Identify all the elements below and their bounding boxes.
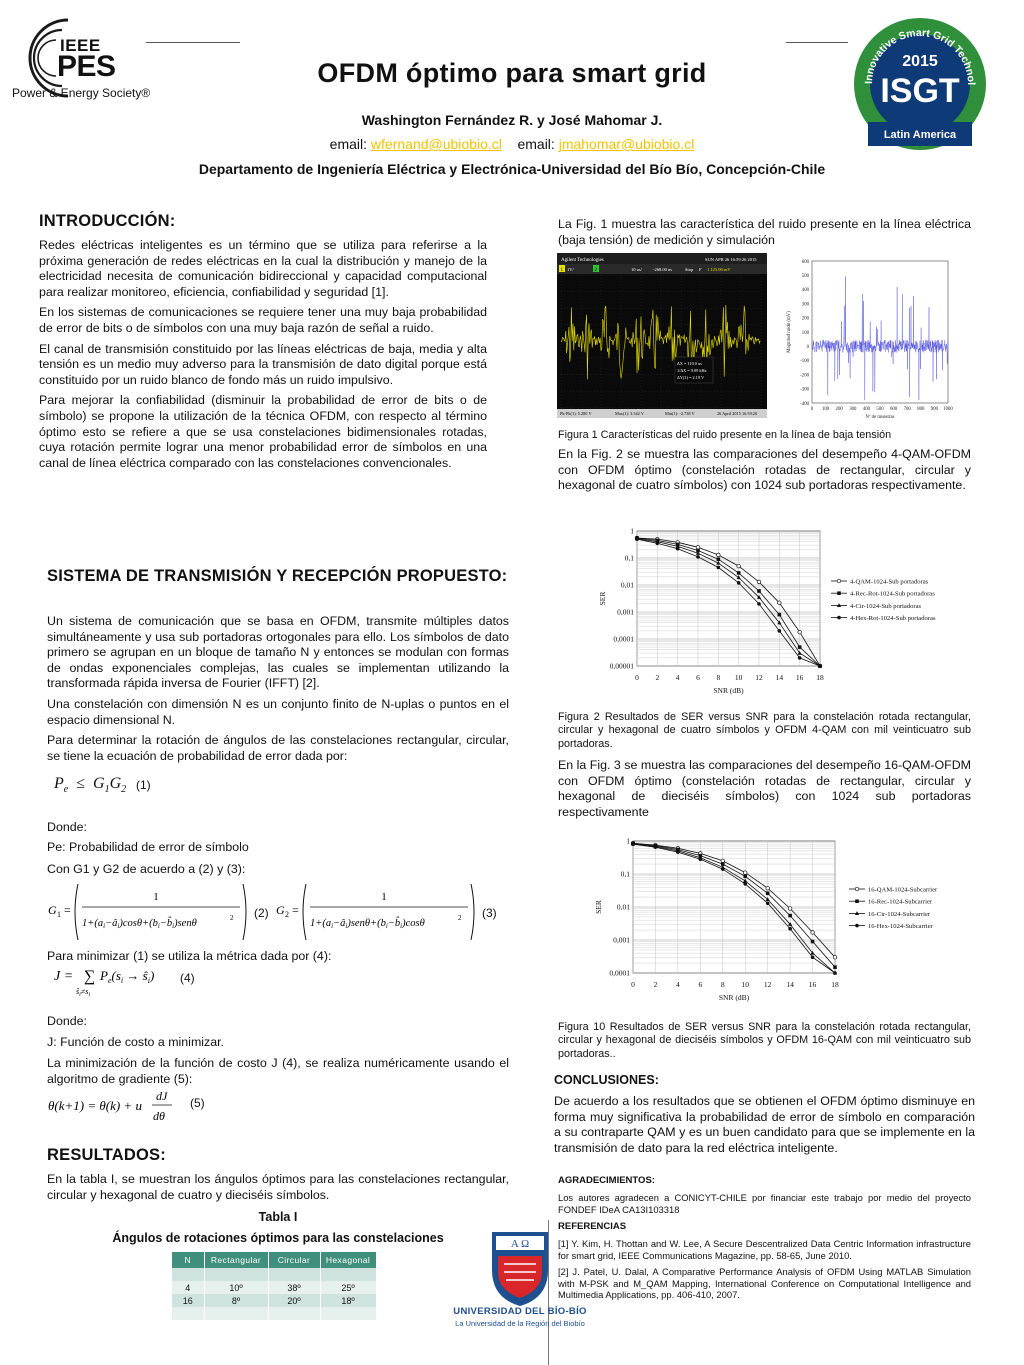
equation-5 bbox=[48, 1086, 188, 1126]
results-p1: En la tabla I, se muestran los ángulos óptimos para las constelaciones rectangular, circular y hexagonal de cuatro y dieciséis símbolos. bbox=[47, 1172, 509, 1202]
x-tick-label: 700 bbox=[903, 407, 911, 412]
ser-data-point bbox=[766, 892, 770, 896]
pe-definition: Pe: Probabilidad de error de símbolo bbox=[47, 840, 249, 854]
ser-data-point bbox=[811, 955, 815, 959]
scope-readout-3: ΔY(1) = 2.19 V bbox=[677, 375, 705, 380]
ser-chart-16-svg bbox=[585, 833, 945, 1009]
isgt-arc-label: Innovative Smart Grid Technol bbox=[862, 26, 978, 86]
ser-data-point bbox=[743, 871, 747, 875]
scope-brand: Agilent Technologies bbox=[561, 258, 604, 263]
ubb-shield-icon bbox=[440, 1228, 600, 1308]
ser-data-point bbox=[743, 882, 747, 886]
intro-p4: Para mejorar la confiabilidad (disminuir la probabilidad de error de bits o de símbolo) se propone la utilización de la técnica OFDM, con respecto al término óptimo esto se refiere a que se usa constelaciones bidimensionales rotadas, cuya rotación permite lograr una menor probabilidad error de símbolos en una canal de línea eléctrica comparado con las constelaciones convencionales. bbox=[39, 393, 487, 470]
x-tick-label: 18 bbox=[831, 980, 839, 989]
equation-1: $P_e \le G_1G_2$ bbox=[54, 775, 127, 796]
x-axis-label: SNR (dB) bbox=[713, 686, 744, 695]
intro-p1: Redes eléctricas inteligentes es un término que se utiliza para referirse a la próxima generación de redes eléctricas en la cual la distribución y manejo de la electricidad necesita de comunicación bidireccional y capacidad computacional para realizar monitoreo, eficiencia, confiabilidad y seguridad [1]. bbox=[39, 238, 487, 299]
x-tick-label: 4 bbox=[676, 980, 680, 989]
ser-data-point bbox=[717, 553, 721, 557]
table-header-circ: Circular bbox=[268, 1252, 320, 1268]
scope-mode: Stop bbox=[685, 267, 694, 272]
x-tick-label: 0 bbox=[631, 980, 635, 989]
equation-3-graphic-icon bbox=[276, 880, 476, 944]
ser-data-point bbox=[757, 589, 761, 593]
ser-data-point bbox=[737, 564, 741, 568]
table-cell: 8º bbox=[204, 1294, 268, 1307]
equation-4-graphic-icon bbox=[54, 962, 174, 1002]
legend-marker bbox=[837, 591, 841, 595]
oscilloscope-screenshot bbox=[557, 253, 767, 418]
ser-data-point bbox=[676, 850, 680, 854]
y-tick-label: -100 bbox=[800, 359, 809, 365]
y-tick-label: 0,0001 bbox=[609, 968, 630, 978]
ser-data-point bbox=[717, 557, 721, 561]
x-tick-label: 12 bbox=[755, 673, 763, 682]
noise-chart bbox=[772, 253, 972, 421]
x-tick-label: 900 bbox=[930, 407, 939, 412]
ser-data-point bbox=[766, 901, 770, 905]
isgt-badge-icon bbox=[850, 14, 990, 154]
ubb-name: UNIVERSIDAD DEL BÍO-BÍO bbox=[453, 1306, 587, 1317]
svg-text:1: 1 bbox=[57, 910, 61, 919]
svg-text:ŝi≠si: $ŝ_i\ne s_i$ bbox=[76, 987, 90, 998]
y-tick-label: -300 bbox=[800, 387, 809, 393]
intro-heading: INTRODUCCIÓN: bbox=[39, 212, 176, 230]
svg-text:1: 1 bbox=[153, 891, 159, 903]
ser-data-point bbox=[699, 857, 703, 861]
ser-data-point bbox=[811, 931, 815, 935]
legend-label: 4-Hex-Rot-1024-Sub portadoras bbox=[850, 615, 936, 622]
x-tick-label: 12 bbox=[763, 980, 772, 989]
legend-label: 16-Cir-1024-Subcarrier bbox=[868, 910, 931, 918]
table-label: Tabla I bbox=[258, 1210, 298, 1224]
y-axis-label: SER bbox=[594, 900, 603, 914]
x-tick-label: 18 bbox=[816, 673, 824, 682]
table-header-n: N bbox=[172, 1252, 204, 1268]
conclusions-heading: CONCLUSIONES: bbox=[554, 1073, 659, 1087]
table-cell: 16 bbox=[172, 1294, 204, 1307]
ser-data-point bbox=[721, 859, 725, 863]
equation-1-number: (1) bbox=[136, 778, 151, 792]
svg-text:2: 2 bbox=[458, 914, 462, 922]
ubb-tagline: La Universidad de la Región del Biobío bbox=[455, 1319, 585, 1328]
email-label-1: email: bbox=[329, 136, 368, 152]
x-tick-label: 16 bbox=[795, 673, 804, 682]
x-tick-label: 600 bbox=[889, 407, 898, 412]
ser-data-point bbox=[833, 971, 837, 975]
x-axis-label: SNR (dB) bbox=[718, 993, 750, 1002]
ser-data-point bbox=[818, 664, 822, 668]
ser-data-point bbox=[721, 867, 725, 871]
ser-data-point bbox=[788, 927, 792, 931]
y-tick-label: 0,01 bbox=[620, 580, 634, 590]
svg-text:J =: J = bbox=[54, 969, 74, 984]
svg-text:=: = bbox=[292, 903, 299, 917]
svg-text:=: = bbox=[64, 903, 71, 917]
scope-timebase: 10 us/ bbox=[631, 267, 642, 272]
isgt-year: 2015 bbox=[902, 53, 938, 70]
x-tick-label: 100 bbox=[821, 407, 830, 412]
pes-label: PES bbox=[57, 50, 116, 83]
email-label-2: email: bbox=[517, 136, 555, 152]
y-tick-label: 0,1 bbox=[620, 869, 630, 879]
ser-data-point bbox=[737, 581, 741, 585]
donde-label-1: Donde: bbox=[47, 820, 87, 834]
x-tick-label: 10 bbox=[741, 980, 749, 989]
ser-data-point bbox=[676, 547, 680, 551]
x-tick-label: 300 bbox=[849, 407, 857, 412]
department: Departamento de Ingeniería Eléctrica y Electrónica-Universidad del Bío Bío, Concepción-Chile bbox=[198, 161, 826, 177]
x-tick-label: 0 bbox=[635, 673, 639, 682]
ser-data-point bbox=[635, 537, 639, 541]
svg-text:1+(ai−âi)senθ+(bi−b̂i)cosθ: 1+(ai−âi)senθ+(bi−b̂i)cosθ bbox=[310, 918, 425, 930]
ser-data-point bbox=[798, 630, 802, 634]
ref-1: [1] Y. Kim, H. Thottan and W. Lee, A Secure Descentralized Data Centric Information infrastructure for smart grid, IEEE Communications Magazine, pp. 58-65, June 2010. bbox=[558, 1238, 971, 1261]
table-header-rect: Rectangular bbox=[204, 1252, 268, 1268]
x-tick-label: 1000 bbox=[943, 407, 953, 412]
intro-body bbox=[39, 238, 487, 471]
svg-text:2: 2 bbox=[230, 914, 234, 922]
legend-label: 16-QAM-1024-Subcarrier bbox=[868, 886, 938, 894]
x-tick-label: 200 bbox=[835, 407, 843, 412]
fig1-caption: Figura 1 Características del ruido presente en la línea de baja tensión bbox=[558, 429, 892, 441]
intro-p2: En los sistemas de comunicaciones se requiere tener una muy baja probabilidad de error de bits o de símbolos con una muy baja razón de señal a ruido. bbox=[39, 305, 487, 335]
ser-data-point bbox=[798, 656, 802, 660]
table-row bbox=[172, 1294, 376, 1307]
table-header-hex: Hexagonal bbox=[320, 1252, 376, 1268]
isgt-name: ISGT bbox=[880, 72, 960, 110]
x-tick-label: 6 bbox=[696, 673, 700, 682]
fig2-intro: En la Fig. 2 se muestra las comparaciones del desempeño 4-QAM-OFDM con OFDM óptimo (constelación rotadas de rectangular, circular y hexagonal de cuatro símbolos) con 1024 sub portadoras respectivamente. bbox=[558, 447, 971, 493]
table-title: Ángulos de rotaciones óptimos para las constelaciones bbox=[112, 1231, 444, 1245]
y-tick-label: 0,01 bbox=[616, 902, 630, 912]
y-tick-label: 0,0001 bbox=[613, 634, 634, 644]
svg-text:G: G bbox=[48, 903, 57, 917]
legend-marker bbox=[855, 899, 859, 903]
y-tick-label: 1 bbox=[630, 526, 634, 536]
x-tick-label: 14 bbox=[775, 673, 784, 682]
legend-marker bbox=[855, 924, 859, 928]
scope-offset: -268.00 ns bbox=[653, 267, 672, 272]
ser-data-point bbox=[757, 580, 761, 584]
ser-data-point bbox=[798, 645, 802, 649]
x-tick-label: 6 bbox=[698, 980, 703, 989]
ser-chart-16 bbox=[585, 833, 945, 1009]
ser-data-point bbox=[788, 907, 792, 911]
y-tick-label: 0,00001 bbox=[609, 661, 634, 671]
j-definition: J: Función de costo a minimizar. bbox=[47, 1035, 224, 1049]
table-cell: 18º bbox=[320, 1294, 376, 1307]
x-tick-label: 14 bbox=[786, 980, 794, 989]
intro-p3: El canal de transmisión constituido por las líneas eléctricas de baja, media y alta tensión es un medio muy adverso para la transmisión de dato digital porque está constituido por un ruido blanco de fondo más un ruido impulsivo. bbox=[39, 341, 487, 387]
y-tick-label: 600 bbox=[801, 259, 809, 265]
scope-meas-2: Max(1): 3.542 V bbox=[615, 411, 644, 416]
x-tick-label: 8 bbox=[716, 673, 721, 682]
ser-data-point bbox=[811, 940, 815, 944]
table-cell: 10º bbox=[204, 1281, 268, 1294]
ser-data-point bbox=[631, 842, 635, 846]
y-tick-label: 0,001 bbox=[617, 607, 634, 617]
y-axis-label: SER bbox=[598, 591, 607, 606]
ser-plot-frame bbox=[637, 531, 820, 666]
ser-data-point bbox=[757, 602, 761, 606]
svg-text:dθ: dθ bbox=[153, 1109, 165, 1123]
ser-data-point bbox=[778, 613, 782, 617]
authors: Washington Fernández R. y José Mahomar J. bbox=[361, 112, 663, 128]
system-p1: Un sistema de comunicación que se basa en OFDM, transmite múltiples datos simultáneamente y usa sub portadoras ortogonales para ello. Los símbolos de dato primero se agrupan en un bloque de tamaño N y entonces se modulan con formas de ondas exponenciales complejas, las cuales se implementan utilizando la transformada rápida inversa de Fourier (IFFT) [2]. bbox=[47, 614, 509, 691]
ieee-label: IEEE bbox=[60, 36, 101, 55]
equation-3 bbox=[276, 880, 476, 944]
legend-label: 16-Hex-1024-Subcarrier bbox=[868, 923, 933, 930]
equation-2-graphic-icon bbox=[48, 880, 248, 944]
legend-marker bbox=[855, 887, 859, 891]
donde-label-2: Donde: bbox=[47, 1014, 87, 1028]
isgt-logo bbox=[850, 14, 990, 154]
system-body bbox=[47, 614, 509, 764]
isgt-region: Latin America bbox=[883, 129, 957, 141]
y-tick-label: 1 bbox=[626, 836, 630, 846]
conclusions-body: De acuerdo a los resultados que se obtienen el OFDM óptimo disminuye en forma muy significativa la probabilidad de error de símbolo en comparación a su contraparte QAM y es un buen candidato para que se implemente en la transmisión de dato para la red eléctrica inteligente. bbox=[554, 1094, 975, 1155]
scope-trig-val: 1 125.00 mV bbox=[707, 267, 731, 272]
y-tick-label: -200 bbox=[800, 373, 809, 379]
email-link-1[interactable]: wfernand@ubiobio.cl bbox=[370, 136, 502, 152]
svg-text:G: G bbox=[276, 903, 285, 917]
header-rule-left bbox=[146, 42, 240, 43]
scope-ch1: 1 bbox=[560, 268, 563, 273]
svg-text:1+(ai−âi)cosθ+(bi−b̂i)senθ: 1+(ai−âi)cosθ+(bi−b̂i)senθ bbox=[82, 918, 197, 930]
x-tick-label: 16 bbox=[808, 980, 817, 989]
ser-data-point bbox=[656, 542, 660, 546]
legend-label: 4-Cir-1024-Sub portadoras bbox=[850, 602, 922, 610]
scope-trig: F bbox=[699, 267, 702, 272]
noise-series-line bbox=[812, 277, 948, 401]
gradient-intro: La minimización de la función de costo J (4), se realiza numéricamente usando el algoritmo de gradiente (5): bbox=[47, 1056, 509, 1086]
equation-2 bbox=[48, 880, 248, 944]
x-tick-label: 0 bbox=[810, 407, 814, 412]
x-tick-label: 2 bbox=[653, 980, 658, 989]
system-p2: Una constelación con dimensión N es un conjunto finito de N-uplas o puntos en el espacio dimensional N. bbox=[47, 696, 509, 727]
legend-marker bbox=[837, 616, 841, 620]
pes-society-label: Power & Energy Society® bbox=[12, 86, 151, 100]
email-link-2[interactable]: jmahomar@ubiobio.cl bbox=[558, 136, 695, 152]
ser-data-point bbox=[833, 965, 837, 969]
ser-data-point bbox=[778, 601, 782, 605]
ser-data-point bbox=[717, 566, 721, 570]
fig3-caption: Figura 10 Resultados de SER versus SNR para la constelación rotada rectangular, circular y hexagonal de dieciséis símbolos y OFDM 16-QAM con mil veinticuatro sub portadoras.. bbox=[558, 1021, 971, 1060]
legend-label: 16-Rec-1024-Subcarrier bbox=[868, 898, 933, 906]
header-rule-right bbox=[786, 42, 848, 43]
system-p3: Para determinar la rotación de ángulos de las constelaciones rectangular, circular, se tiene la ecuación de probabilidad de error dada por: bbox=[47, 733, 509, 763]
y-tick-label: 200 bbox=[801, 316, 809, 322]
table-cell: 25º bbox=[320, 1281, 376, 1294]
x-tick-label: 400 bbox=[862, 407, 871, 412]
ack-body: Los autores agradecen a CONICYT-CHILE por financiar este trabajo por medio del proyecto FONDEF IDeA CA13I103318 bbox=[558, 1192, 971, 1215]
noise-plot-frame bbox=[812, 261, 948, 403]
x-axis-label: Nº de muestras bbox=[865, 415, 895, 420]
angles-table-grid bbox=[172, 1252, 377, 1320]
legend-label: 4-Rec-Rot-1024-Sub portadoras bbox=[850, 590, 935, 598]
fig3-intro: En la Fig. 3 se muestra las comparaciones del desempeño 16-QAM-OFDM con OFDM óptimo (constelación rotadas de rectangular, circular y hexagonal de dieciséis símbolos) con 1024 sub portadoras respectivamente bbox=[558, 758, 971, 819]
x-tick-label: 10 bbox=[734, 673, 743, 682]
ser-data-point bbox=[696, 545, 700, 549]
equation-5-graphic-icon bbox=[48, 1086, 188, 1126]
scope-ch1-scale: 1V/ bbox=[567, 267, 574, 272]
svg-text:2: 2 bbox=[285, 910, 289, 919]
oscilloscope-trace bbox=[557, 253, 767, 418]
ser-chart-4-svg bbox=[585, 523, 945, 703]
table-cell: 38º bbox=[268, 1281, 320, 1294]
scope-footer-date: 26 April 2015 16:59:26 bbox=[717, 411, 758, 416]
legend-marker bbox=[837, 579, 841, 583]
refs-heading: REFERENCIAS bbox=[558, 1221, 627, 1232]
y-tick-label: 0 bbox=[806, 345, 809, 350]
svg-text:dJ: dJ bbox=[156, 1089, 168, 1103]
ubb-logo bbox=[440, 1228, 600, 1334]
scope-readout-1: ΔX = 110.0 us bbox=[677, 361, 702, 366]
equation-2-number: (2) bbox=[254, 906, 269, 920]
y-tick-label: 0,001 bbox=[613, 935, 630, 945]
equation-4-number: (4) bbox=[180, 971, 195, 985]
ser-data-point bbox=[743, 875, 747, 879]
table-cell: 20º bbox=[268, 1294, 320, 1307]
ser-data-point bbox=[766, 886, 770, 890]
x-tick-label: 4 bbox=[675, 673, 680, 682]
y-axis-label: Magnitud ruido (mV) bbox=[787, 311, 792, 353]
scope-ch2: 2 bbox=[594, 268, 597, 273]
ser-data-point bbox=[737, 571, 741, 575]
scope-meas-3: Min(1): -2.738 V bbox=[665, 411, 695, 416]
svg-text:∑: ∑ bbox=[84, 968, 96, 985]
ser-data-point bbox=[654, 845, 658, 849]
y-tick-label: 400 bbox=[801, 288, 809, 294]
x-tick-label: 2 bbox=[655, 673, 660, 682]
x-tick-label: 800 bbox=[917, 407, 925, 412]
noise-chart-svg bbox=[772, 253, 972, 421]
scope-datetime: SUN APR 26 16:59:26 2015 bbox=[705, 257, 757, 262]
g-intro: Con G1 y G2 de acuerdo a (2) y (3): bbox=[47, 862, 246, 876]
fig1-intro: La Fig. 1 muestra las característica del ruido presente en la línea eléctrica (baja tensión) de medición y simulación bbox=[558, 217, 971, 247]
scope-meas-1: Pk-Pk(1): 5.280 V bbox=[560, 411, 592, 416]
fig2-caption: Figura 2 Resultados de SER versus SNR para la constelación rotada rectangular, circular y hexagonal de cuatro símbolos y OFDM 4-QAM con mil veinticuatro sub portadoras. bbox=[558, 711, 971, 750]
angles-table bbox=[172, 1252, 377, 1320]
poster-title: OFDM óptimo para smart grid bbox=[317, 58, 707, 88]
table-cell: 4 bbox=[172, 1281, 204, 1294]
ser-data-point bbox=[788, 914, 792, 918]
svg-text:1: 1 bbox=[381, 891, 387, 903]
ser-data-point bbox=[833, 955, 837, 959]
equation-4 bbox=[54, 962, 174, 1002]
x-tick-label: 8 bbox=[720, 980, 725, 989]
equation-5-number: (5) bbox=[190, 1096, 205, 1110]
ser-data-point bbox=[696, 555, 700, 559]
equation-3-number: (3) bbox=[482, 906, 497, 920]
table-row bbox=[172, 1281, 376, 1294]
y-tick-label: 0,1 bbox=[624, 553, 634, 563]
results-heading: RESULTADOS: bbox=[47, 1146, 166, 1164]
svg-text:Pe(si → ŝi): $P_e(s_i$ → $ŝ_i$) bbox=[100, 968, 155, 985]
legend-label: 4-QAM-1024-Sub portadoras bbox=[850, 578, 929, 586]
ser-data-point bbox=[778, 629, 782, 633]
y-tick-label: 500 bbox=[801, 274, 809, 279]
x-tick-label: 500 bbox=[876, 407, 884, 412]
ubb-shield-text: A Ω bbox=[510, 1238, 530, 1250]
system-heading: SISTEMA DE TRANSMISIÓN Y RECEPCIÓN PROPUESTO: bbox=[47, 567, 508, 585]
svg-text:θ(k+1) = θ(k) + u: θ(k+1) = θ(k) + u bbox=[48, 1098, 142, 1113]
y-tick-label: 300 bbox=[801, 302, 809, 308]
y-tick-label: 100 bbox=[801, 330, 809, 336]
y-tick-label: -400 bbox=[800, 401, 809, 407]
scope-readout-2: 1/ΔX = 9.09 kHz bbox=[677, 368, 707, 373]
ack-heading: AGRADECIMIENTOS: bbox=[558, 1175, 655, 1186]
ser-chart-4 bbox=[585, 523, 945, 703]
minimize-intro: Para minimizar (1) se utiliza la métrica dada por (4): bbox=[47, 949, 332, 963]
ref-2: [2] J. Patel, U. Dalal, A Comparative Performance Analysis of OFDM Using MATLAB Simulation with M-PSK and M_QAM Mapping, International Conference on Computational Intelligence and Multimedia Applications, pp. 406-410, 2007. bbox=[558, 1266, 971, 1301]
